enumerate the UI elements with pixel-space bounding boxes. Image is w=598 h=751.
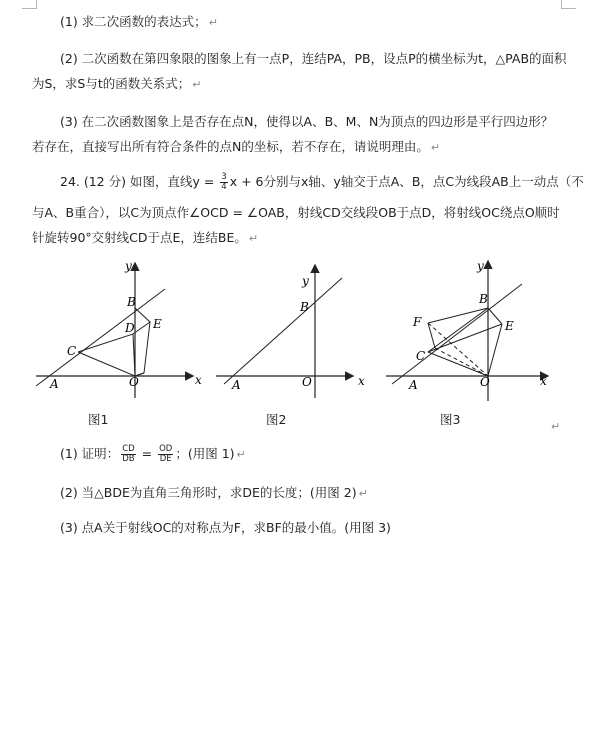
page-corner-mark-right <box>561 0 576 9</box>
label-y: y <box>302 274 309 288</box>
label-b: B <box>300 300 309 314</box>
q24-stem-line2: 与A、B重合），以C为顶点作∠OCD = ∠OAB，射线CD交线段OB于点D，将射线OC绕点O顺时 <box>32 205 560 220</box>
figure-row-return-mark: ↵ <box>551 420 561 433</box>
q24-stem-line1: 24. (12 分) 如图，直线y = $\frac{3}{4}$ x + 6分别与x轴、y轴交于点A、B，点C为线段AB上一动点（不 <box>60 172 584 192</box>
prev-question-part2-line1: (2) 二次函数在第四象限的图象上有一点P，连结PA，PB，设点P的横坐标为t，△PAB的面积 <box>60 51 567 66</box>
label-d: D <box>125 321 135 335</box>
label-y: y <box>477 259 484 273</box>
fraction-od-de: $\frac{OD}{DE}$ <box>159 444 173 464</box>
q24-sub2: (2) 当△BDE为直角三角形时，求DE的长度；(用图 2) ↵ <box>60 485 368 500</box>
figure-3 <box>382 256 557 409</box>
label-a: A <box>232 378 241 392</box>
label-o: O <box>302 375 312 389</box>
line-ab <box>224 278 342 384</box>
slope-fraction: $\frac{3}{4}$ <box>221 172 227 192</box>
label-e: E <box>153 317 162 331</box>
q24-sub1: (1) 证明： $\frac{CD}{DB}$ = $\frac{OD}{DE}$ ；(用图 1) ↵ <box>60 444 246 464</box>
label-y: y <box>125 259 132 273</box>
line-ab <box>392 284 522 384</box>
label-c: C <box>67 344 77 358</box>
prev-question-part2-line2: 为S，求S与t的函数关系式； ↵ <box>32 76 202 91</box>
label-b: B <box>479 292 488 306</box>
label-b: B <box>127 295 136 309</box>
figure-1-caption: 图1 <box>88 412 109 427</box>
label-x: x <box>358 374 365 388</box>
label-f: F <box>413 315 422 329</box>
prev-question-part3-line1: (3) 在二次函数图象上是否存在点N，使得以A、B、M、N为顶点的四边形是平行四边形？ <box>60 114 554 129</box>
figure-2 <box>210 256 375 409</box>
label-o: O <box>480 375 490 389</box>
label-a: A <box>50 377 59 391</box>
fraction-cd-db: $\frac{CD}{DB}$ <box>122 444 135 464</box>
q24-sub3: (3) 点A关于射线OC的对称点为F，求BF的最小值。(用图 3) <box>60 520 391 535</box>
line-ab <box>36 289 165 386</box>
label-c: C <box>416 349 426 363</box>
figure-3-caption: 图3 <box>440 412 461 427</box>
figure-2-caption: 图2 <box>266 412 287 427</box>
q24-stem-line3: 针旋转90°交射线CD于点E，连结BE。 ↵ <box>32 230 259 245</box>
label-a: A <box>409 378 418 392</box>
prev-question-part1: (1) 求二次函数的表达式； ↵ <box>60 14 218 29</box>
label-x: x <box>195 373 202 387</box>
label-x: x <box>540 374 547 388</box>
label-e: E <box>505 319 514 333</box>
prev-question-part3-line2: 若存在，直接写出所有符合条件的点N的坐标，若不存在，请说明理由。 ↵ <box>32 139 441 154</box>
label-o: O <box>129 375 139 389</box>
page-corner-mark-left <box>22 0 37 9</box>
figure-1 <box>30 256 205 409</box>
